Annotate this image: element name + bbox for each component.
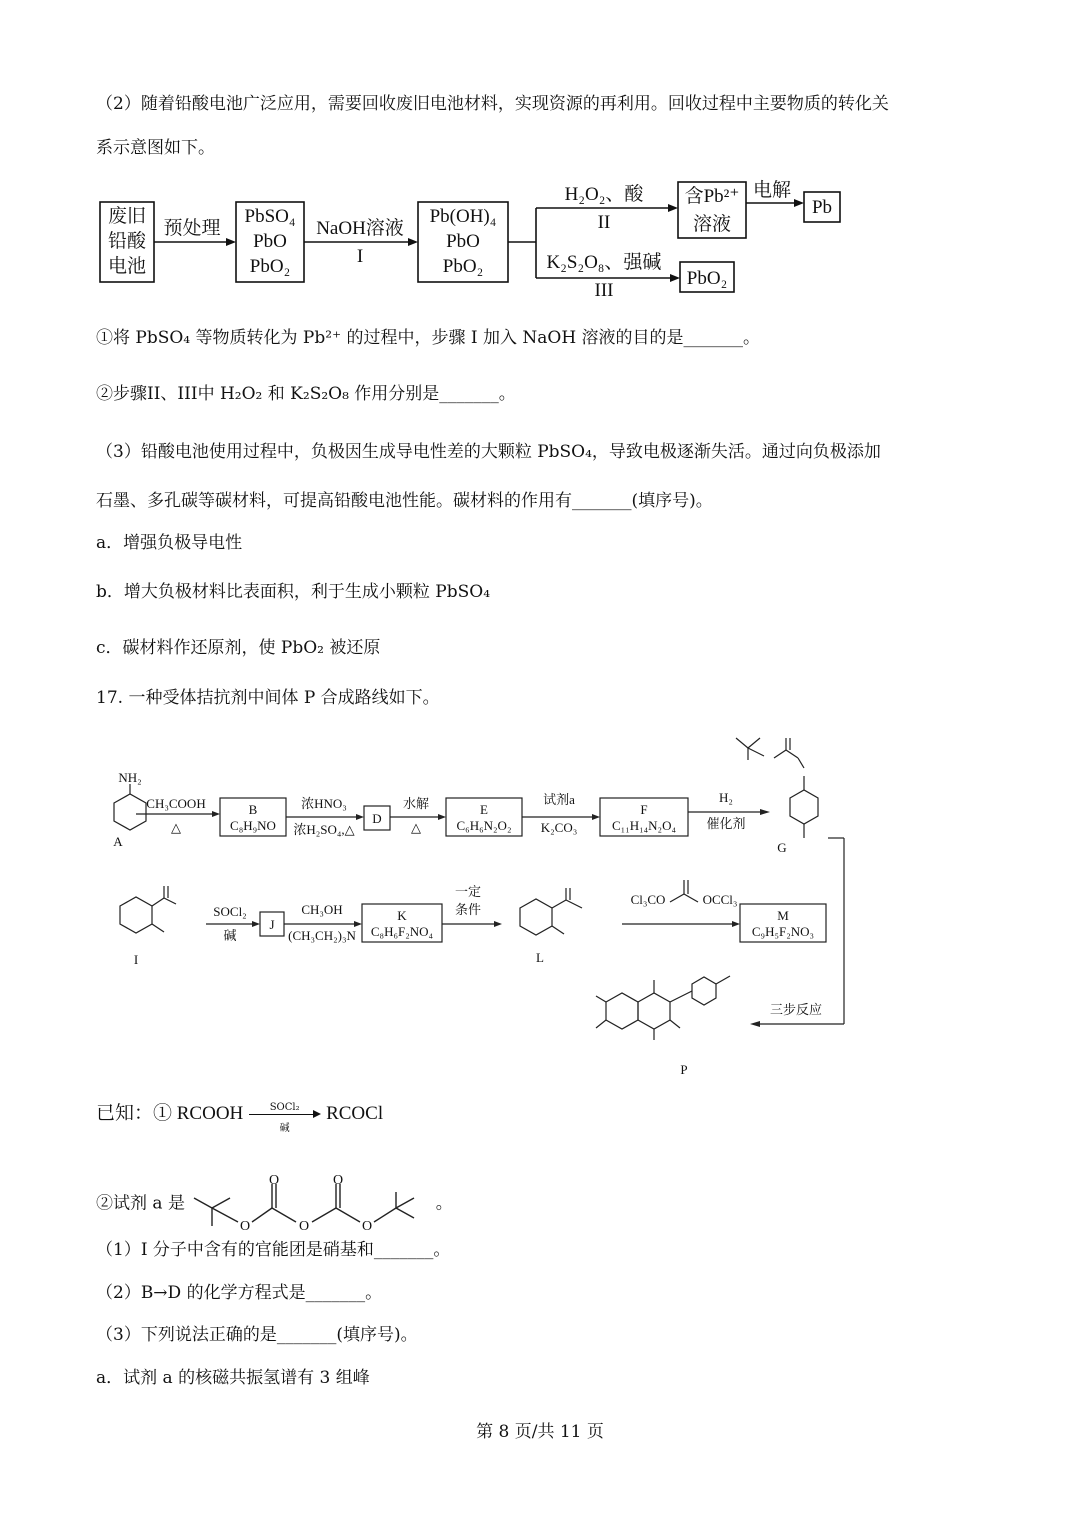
f-name: F [640,802,648,817]
label-a: A [113,834,123,849]
a-nh2: NH₂ [118,770,142,785]
start-l1: 废旧 [107,206,147,227]
r1-top: CH₃COOH [146,796,206,811]
label-i: I [133,952,139,967]
q16-2-q2: ②步骤II、III中 H₂O₂ 和 K₂S₂O₈ 作用分别是_______。 [96,384,516,404]
svg-text:O: O [240,1219,251,1234]
r2-bottom: 浓H₂SO₄,△ [293,822,355,837]
ring-p-right [692,977,716,1005]
down-bottom: III [594,280,614,300]
q17-q3: （3）下列说法正确的是_______(填序号)。 [96,1325,418,1345]
m-name: M [777,908,789,923]
b-name: B [248,802,258,817]
page-footer: 第 8 页/共 11 页 [476,1422,604,1442]
start-l2: 铅酸 [107,231,147,252]
r9-top: Cl₃CO [630,892,666,907]
q17-title: 17. 一种受体拮抗剂中间体 P 合成路线如下。 [96,688,440,708]
svg-text:O: O [362,1219,373,1234]
k-name: K [397,908,407,923]
svg-text:O: O [299,1219,310,1234]
r7-top: CH₃OH [301,902,343,917]
box2-l2: PbO [446,231,480,252]
known1 [96,1101,384,1134]
r8-top: 一定 [454,884,482,899]
r3-top: 水解 [402,796,430,811]
r6-top: SOCl₂ [213,904,247,919]
benzene-ring-a [114,794,146,830]
r9-top2: OCCl₃ [702,892,738,907]
svg-text:O: O [269,1174,280,1188]
q16-3-option-a: a．增强负极导电性 [96,533,243,553]
label-l: L [536,950,544,965]
q17-q1: （1）I 分子中含有的官能团是硝基和_______。 [96,1240,451,1260]
m-formula: C₉H₅F₂NO₃ [751,924,815,939]
pb-label: Pb [811,197,833,218]
lead-recycle-flow-diagram [96,178,856,300]
benzene-ring-g [790,790,818,824]
r2-top: 浓HNO₃ [301,796,347,811]
pretreat-label: 预处理 [163,218,221,239]
box1-l2: PbO [253,231,287,252]
box1-l3: PbO₂ [249,256,291,277]
r8-bottom: 条件 [454,902,482,917]
known1-top: SOCl₂ [269,1101,300,1113]
start-l3: 电池 [107,256,147,277]
svg-text:O: O [333,1174,344,1188]
q16-3-option-b: b．增大负极材料比表面积，利于生成小颗粒 PbSO₄ [96,582,491,602]
step1-bottom: I [356,246,364,267]
r10-label: 三步反应 [769,1002,823,1017]
up-box-l1: 含Pb²⁺ [684,186,740,207]
box1-l1: PbSO₄ [244,206,296,227]
known2-end: 。 [435,1193,453,1214]
r6-bottom: 碱 [223,928,237,943]
q16-2-line2: 系示意图如下。 [96,138,215,158]
up-box-l2: 溶液 [692,214,732,235]
e-name: E [480,802,488,817]
r4-bottom: K₂CO₃ [540,820,578,835]
step1-top: NaOH溶液 [316,218,404,239]
ring-p-mid [638,993,670,1029]
ring-p-left [606,993,638,1029]
known1-arrow [249,1101,321,1134]
e-formula: C₆H₆N₂O₂ [456,818,512,833]
r4-top: 试剂a [543,792,575,807]
d-name: D [372,811,382,826]
box2-l1: Pb(OH)₄ [429,206,497,227]
pbo2-label: PbO₂ [686,268,728,289]
q16-3-line2: 石墨、多孔碳等碳材料，可提高铅酸电池性能。碳材料的作用有_______(填序号)。 [96,491,713,511]
up-top: H₂O₂、酸 [564,184,644,205]
benzene-ring-l [520,899,552,935]
synthesis-route-diagram [96,728,866,1078]
reagent-a-structure [190,1174,430,1234]
known1-reactant: 已知：① RCOOH [96,1103,244,1124]
r1-bottom: △ [171,820,181,835]
label-p: P [680,1062,688,1077]
electrolysis-label: 电解 [752,180,792,201]
box2-l3: PbO₂ [442,256,484,277]
q17-q2: （2）B→D 的化学方程式是_______。 [96,1283,383,1303]
q17-option-a: a．试剂 a 的核磁共振氢谱有 3 组峰 [96,1368,370,1388]
known1-product: RCOCl [326,1103,384,1124]
benzene-ring-i [120,897,152,933]
q16-2-line1: （2）随着铅酸电池广泛应用，需要回收废旧电池材料，实现资源的再利用。回收过程中主要物质的转化关 [96,94,889,114]
k-formula: C₈H₆F₂NO₄ [370,924,434,939]
down-top: K₂S₂O₈、强碱 [546,252,662,273]
known2-text: ②试剂 a 是 [96,1193,185,1214]
r3-bottom: △ [411,820,421,835]
f-formula: C₁₁H₁₄N₂O₄ [611,818,677,833]
j-name: J [269,917,275,932]
r5-bottom: 催化剂 [706,816,746,831]
b-formula: C₈H₉NO [230,818,276,833]
q16-2-q1: ①将 PbSO₄ 等物质转化为 Pb²⁺ 的过程中，步骤 I 加入 NaOH 溶液的目的是_______。 [96,328,761,348]
r5-top: H₂ [719,790,733,805]
label-g: G [777,840,787,855]
known1-bottom: 碱 [279,1122,290,1134]
r7-bottom: (CH₃CH₂)₃N [288,928,356,943]
known2 [96,1174,453,1234]
up-bottom: II [597,212,611,233]
q16-3-option-c: c．碳材料作还原剂，使 PbO₂ 被还原 [96,638,381,658]
q16-3-line1: （3）铅酸电池使用过程中，负极因生成导电性差的大颗粒 PbSO₄，导致电极逐渐失活。通过向负极添加 [96,442,881,462]
